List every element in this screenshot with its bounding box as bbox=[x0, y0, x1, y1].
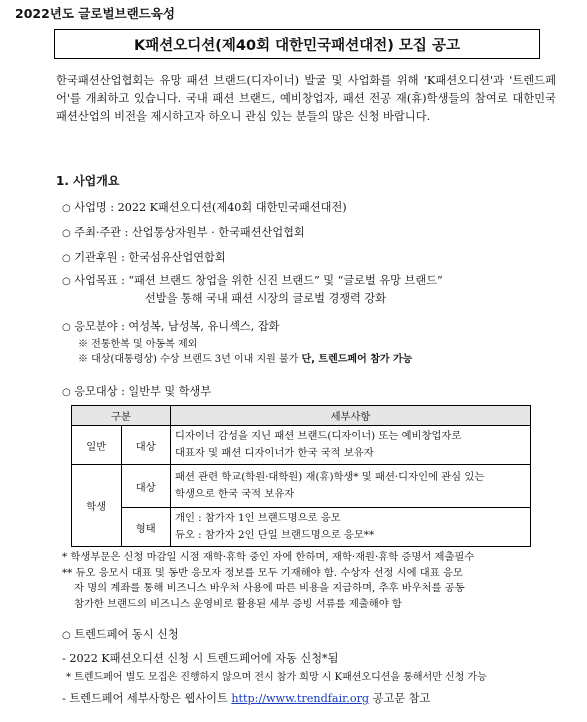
item-target bbox=[62, 383, 211, 399]
circle-bullet-icon: ○ bbox=[62, 253, 71, 264]
circle-bullet-icon: ○ bbox=[62, 322, 71, 333]
field-note-1: ※ 전통한복 및 아동복 제외 bbox=[78, 339, 198, 350]
student-detail-line: 듀오 : 참가자 2인 단일 브랜드명으로 응모** bbox=[175, 529, 375, 541]
circle-bullet-icon: ○ bbox=[62, 630, 71, 641]
table-header-category: 구분 bbox=[72, 406, 171, 426]
field-note-2 bbox=[78, 350, 412, 365]
footnote-1: * 학생부문은 신청 마감일 시점 재학·휴학 중인 자에 한하며, 재학·재원·휴학 증명서 제출필수 bbox=[62, 551, 475, 563]
item-host-text: 주최·주관 : 산업통상자원부 · 한국패션산업협회 bbox=[74, 226, 305, 239]
student-detail-form bbox=[171, 508, 531, 547]
student-detail-line: 개인 : 참가자 1인 브랜드명으로 응모 bbox=[175, 512, 341, 524]
student-label: 학생 bbox=[72, 465, 122, 547]
item-goal-text: 사업목표 : “패션 브랜드 창업을 위한 신진 브랜드” 및 “글로벌 유망 브랜드” bbox=[74, 274, 443, 287]
field-note-2-text: ※ 대상(대통령상) 수상 브랜드 3년 이내 지원 불가 bbox=[78, 354, 302, 365]
trendfair-link[interactable]: http://www.trendfair.org bbox=[231, 692, 370, 705]
item-field-text: 응모분야 : 여성복, 남성복, 유니섹스, 잡화 bbox=[74, 320, 280, 333]
circle-bullet-icon: ○ bbox=[62, 228, 71, 239]
table-row bbox=[72, 426, 531, 465]
footnote-2-cont: 자 명의 계좌를 통해 비즈니스 바우처 사용에 따른 비용을 지급하며, 추후 바우처를 공동 bbox=[74, 582, 465, 594]
circle-bullet-icon: ○ bbox=[62, 203, 71, 214]
table-row bbox=[72, 508, 531, 547]
eligibility-table bbox=[71, 405, 531, 547]
footnotes bbox=[62, 550, 562, 612]
item-name-text: 사업명 : 2022 K패션오디션(제40회 대한민국패션대전) bbox=[74, 201, 347, 214]
item-sponsor bbox=[62, 249, 226, 265]
intro-paragraph: 한국패션산업협회는 유망 패션 브랜드(디자이너) 발굴 및 사업화를 위해 'K패션오디션'과 '트렌드페어'를 개최하고 있습니다. 국내 패션 브랜드, 예비창업자, 패션 전공 재(휴)학생들의 참여로 대한민국 패션산업의 비전을 제시하고자 하오니 관심 있는 분들의 많은 신청 바랍니다. bbox=[56, 74, 556, 123]
trendfair-heading-text: 트렌드페어 동시 신청 bbox=[74, 628, 179, 641]
student-sub-target: 대상 bbox=[121, 465, 171, 508]
item-target-text: 응모대상 : 일반부 및 학생부 bbox=[74, 385, 212, 398]
student-detail-target bbox=[171, 465, 531, 508]
general-detail-line: 디자이너 감성을 지닌 패션 브랜드(디자이너) 또는 예비창업자로 bbox=[175, 430, 462, 442]
field-note-2-bold: 단, 트렌드페어 참가 가능 bbox=[301, 354, 413, 365]
general-label: 일반 bbox=[72, 426, 122, 465]
table-header-row bbox=[72, 406, 531, 426]
general-detail-line: 대표자 및 패션 디자이너가 한국 국적 보유자 bbox=[175, 447, 374, 459]
trendfair-note: * 트렌드페어 별도 모집은 진행하지 않으며 전시 참가 희망 시 K패션오디션을 통해서만 신청 가능 bbox=[66, 672, 487, 683]
item-name bbox=[62, 199, 347, 215]
footnote-2: ** 듀오 응모시 대표 및 동반 응모자 정보를 모두 기재해야 함. 수상자 선정 시에 대표 응모 bbox=[62, 566, 463, 579]
student-detail-line: 학생으로 한국 국적 보유자 bbox=[175, 488, 295, 500]
circle-bullet-icon: ○ bbox=[62, 276, 71, 287]
trendfair-line-2-tail: 공고문 참고 bbox=[369, 692, 431, 705]
trendfair-line-1: - 2022 K패션오디션 신청 시 트렌드페어에 자동 신청*됨 bbox=[62, 652, 339, 665]
student-sub-form: 형태 bbox=[121, 508, 171, 547]
general-detail bbox=[171, 426, 531, 465]
table-header-detail: 세부사항 bbox=[171, 406, 531, 426]
item-goal bbox=[62, 272, 443, 288]
trendfair-line-2 bbox=[62, 690, 430, 706]
item-sponsor-text: 기관후원 : 한국섬유산업연합회 bbox=[74, 251, 226, 264]
item-host bbox=[62, 224, 305, 240]
trendfair-line-2-text: - 트렌드페어 세부사항은 웹사이트 bbox=[62, 692, 232, 705]
top-label: 2022년도 글로벌브랜드육성 bbox=[15, 6, 175, 21]
item-field bbox=[62, 318, 279, 334]
footnote-2-cont: 참가한 브랜드의 비즈니스 운영비로 활용된 세부 증빙 서류를 제출해야 함 bbox=[74, 597, 402, 610]
circle-bullet-icon: ○ bbox=[62, 387, 71, 398]
item-goal-line2: 선발을 통해 국내 패션 시장의 글로벌 경쟁력 강화 bbox=[145, 292, 387, 305]
student-detail-line: 패션 관련 학교(학원·대학원) 재(휴)학생* 및 패션·디자인에 관심 있는 bbox=[175, 471, 485, 483]
general-sub: 대상 bbox=[121, 426, 171, 465]
page-title: K패션오디션(제40회 대한민국패션대전) 모집 공고 bbox=[54, 29, 540, 59]
table-row bbox=[72, 465, 531, 508]
section-heading: 1. 사업개요 bbox=[56, 174, 120, 188]
trendfair-heading bbox=[62, 626, 179, 642]
